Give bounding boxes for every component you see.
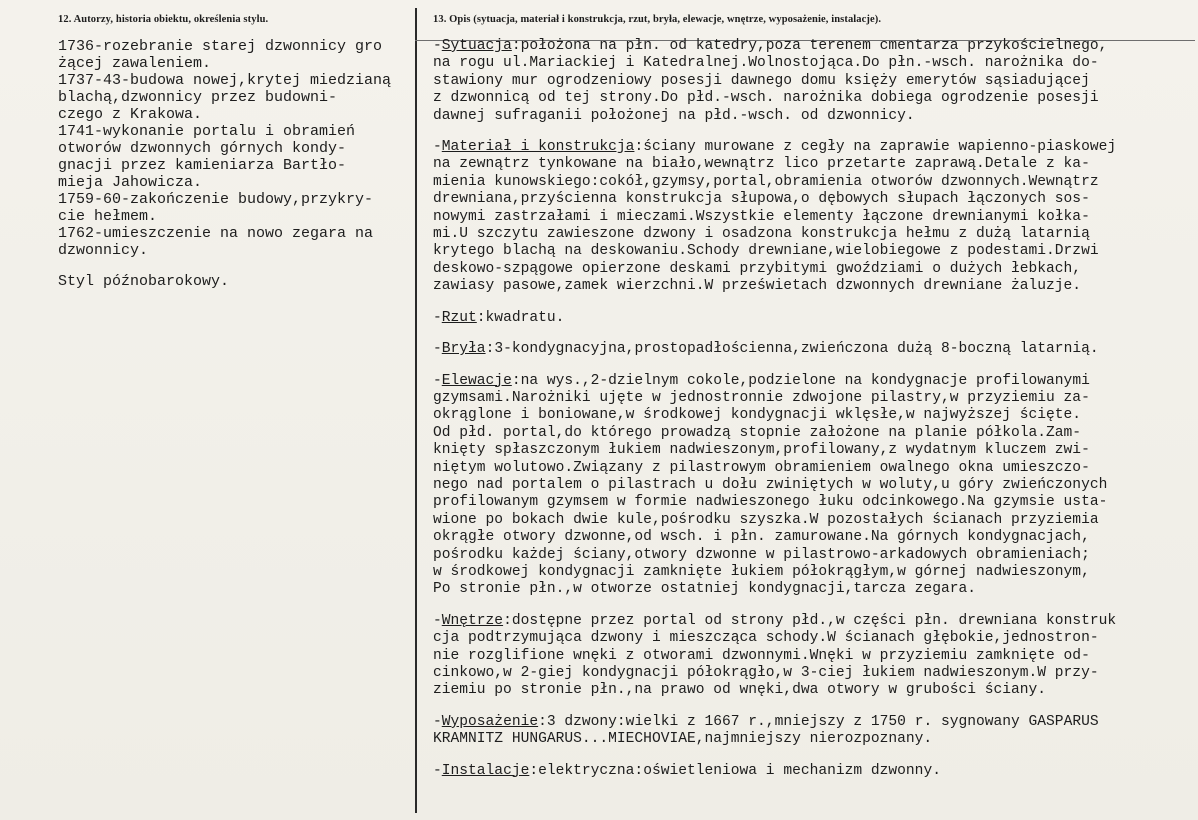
section-dash: - <box>433 38 442 54</box>
section-label: Wnętrze <box>441 612 504 629</box>
section-6 <box>433 613 1193 700</box>
section-line: nie rozglifione wnęki z otworami dzwonnymi.Wnęki w przyziemiu zamknięte od- <box>433 647 1090 664</box>
section-line: niętym wolutowo.Związany z pilastrowym obramieniem owalnego okna umieszczo- <box>433 459 1090 476</box>
section-line: profilowanym gzymsem w formie nadwieszonego łuku odcinkowego.Na gzymsie usta- <box>433 494 1108 511</box>
section-dash: - <box>433 372 442 389</box>
history-line: gnacji przez kamieniarza Bartło- <box>58 157 347 174</box>
section-label: Instalacje <box>441 762 530 779</box>
section-1 <box>433 38 1193 125</box>
section-dash: - <box>433 713 442 730</box>
column-divider <box>415 8 417 813</box>
section-dash: - <box>433 762 442 779</box>
section-8 <box>433 763 1193 780</box>
history-line: 1741-wykonanie portalu i obramień <box>58 123 356 140</box>
section-line <box>433 310 1193 327</box>
section-dash: - <box>433 139 442 156</box>
history-line: blachą,dzwonnicy przez budowni- <box>58 89 338 106</box>
section-line: mienia kunowskiego:cokół,gzymsy,portal,obramienia otworów dzwonnych.Wewnątrz <box>433 173 1099 190</box>
section-line: okrąglone i boniowane,w środkowej kondygnacji wklęsłe,w najwyższej ścięte. <box>433 407 1082 424</box>
description-header: 13. Opis (sytuacja, materiał i konstrukcja, rzut, bryła, elewacje, wnętrze, wyposażenie, instalacje). <box>433 14 882 25</box>
history-line: 1736-rozebranie starej dzwonnicy gro <box>58 38 383 55</box>
section-line: w środkowej kondygnacji zamknięte łukiem półokrągłym,w górnej nadwieszonym, <box>433 563 1090 580</box>
section-line: na rogu ul.Mariackiej i Katedralnej.Wolnostojąca.Do płn.-wsch. narożnika do- <box>433 55 1099 72</box>
section-dash: - <box>433 612 442 629</box>
history-line: czego z Krakowa. <box>58 106 203 123</box>
section-label: Bryła <box>441 341 486 358</box>
section-line: KRAMNITZ HUNGARUS...MIECHOVIAE,najmniejszy nierozpoznany. <box>433 731 933 748</box>
section-line: stawiony mur ogrodzeniowy posesji dawnego domu księży emerytów sąsiadującej <box>433 72 1090 89</box>
section-line: na zewnątrz tynkowane na biało,wewnątrz lico przetarte zaprawą.Detale z ka- <box>433 156 1090 173</box>
history-header: 12. Autorzy, historia obiektu, określenia stylu. <box>58 14 269 25</box>
section-line: cja podtrzymująca dzwony i mieszcząca schody.W ścianach głębokie,jednostron- <box>433 630 1099 647</box>
section-line: ziemiu po stronie płn.,na prawo od wnęki,dwa otwory w grubości ściany. <box>433 682 1047 699</box>
section-line: drewniana,przyścienna konstrukcja słupowa,o dębowych słupach łączonych sos- <box>433 191 1090 208</box>
section-label: Wyposażenie <box>441 713 539 730</box>
description-column <box>433 14 1193 794</box>
section-line: z dzwonnicą od tej strony.Do płd.-wsch. narożnika dobiega ogrodzenie posesji <box>433 90 1099 107</box>
section-label: Rzut <box>441 309 477 326</box>
section-line: mi.U szczytu zawieszone dzwony i osadzona konstrukcja hełmu z dużą latarnią <box>433 226 1090 243</box>
section-text: :położona na płn. od katedry,poza terenem cmentarza przykościelnego, <box>511 38 1108 54</box>
section-line <box>433 613 1193 630</box>
section-text: :kwadratu. <box>476 309 565 326</box>
section-text: :3 dzwony:wielki z 1667 r.,mniejszy z 1750 r. sygnowany GASPARUS <box>538 713 1099 730</box>
history-line: otworów dzwonnych górnych kondy- <box>58 140 347 157</box>
section-4 <box>433 341 1193 358</box>
section-line <box>433 38 1193 55</box>
section-line: nowymi zastrzałami i mieczami.Wszystkie elementy łączone drewnianymi kołka- <box>433 208 1090 225</box>
section-line <box>433 139 1193 156</box>
section-text: :dostępne przez portal od strony płd.,w części płn. drewniana konstruk <box>503 612 1117 629</box>
section-line: gzymsami.Narożniki ujęte w jednostronnie zdwojone pilastry,w przyziemiu za- <box>433 389 1090 406</box>
section-line: wione po bokach dwie kule,pośrodku szyszka.W pozostałych ścianach przyziemia <box>433 511 1099 528</box>
section-text: :na wys.,2-dzielnym cokole,podzielone na kondygnacje profilowanymi <box>511 372 1090 389</box>
history-column <box>58 14 410 290</box>
section-line <box>433 714 1193 731</box>
section-line: Od płd. portal,do którego prowadzą stopnie założone na planie półkola.Zam- <box>433 424 1082 441</box>
section-line: deskowo-szpągowe opierzone deskami przybitymi gwoździami o dużych łebkach, <box>433 260 1082 277</box>
section-7 <box>433 714 1193 749</box>
section-line: okrągłe otwory dzwonne,od wsch. i płn. zamurowane.Na górnych kondygnacjach, <box>433 529 1090 546</box>
section-3 <box>433 310 1193 327</box>
section-line: cinkowo,w 2-giej kondygnacji półokrągło,w 3-ciej łukiem nadwieszonym.W przy- <box>433 665 1099 681</box>
description-sections <box>433 38 1193 780</box>
section-text: :ściany murowane z cegły na zaprawie wapienno-piaskowej <box>634 139 1117 156</box>
section-5 <box>433 373 1193 599</box>
section-line: knięty spłaszczonym łukiem nadwieszonym,profilowany,z wydatnym kluczem zwi- <box>433 442 1090 459</box>
section-line: pośrodku każdej ściany,otwory dzwonne w pilastrowo-arkadowych obramieniach; <box>433 546 1090 563</box>
section-line <box>433 341 1193 358</box>
section-text: :3-kondygnacyjna,prostopadłościenna,zwieńczona dużą 8-boczną latarnią. <box>485 341 1099 358</box>
section-line: zawiasy pasowe,zamek wierzchni.W prześwietach dzwonnych drewniane żaluzje. <box>433 278 1082 295</box>
section-line <box>433 763 1193 780</box>
history-entries <box>58 38 410 290</box>
section-dash: - <box>433 341 442 358</box>
history-line: 1759-60-zakończenie budowy,przykry- <box>58 191 374 208</box>
history-line: żącej zawaleniem. <box>58 55 212 72</box>
history-line: 1762-umieszczenie na nowo zegara na <box>58 225 374 242</box>
section-2 <box>433 139 1193 296</box>
history-line: 1737-43-budowa nowej,krytej miedzianą <box>58 72 392 89</box>
style-line: Styl późnobarokowy. <box>58 273 230 290</box>
history-line: cie hełmem. <box>58 208 158 225</box>
section-line: dawnej sufraganii położonej na płd.-wsch. od dzwonnicy. <box>433 107 915 124</box>
section-label: Materiał i konstrukcja <box>441 139 635 156</box>
section-text: :elektryczna:oświetleniowa i mechanizm dzwonny. <box>529 762 941 779</box>
section-line: Po stronie płn.,w otworze ostatniej kondygnacji,tarcza zegara. <box>433 581 976 598</box>
section-line: krytego blachą na deskowaniu.Schody drewniane,wielobiegowe z podestami.Drzwi <box>433 243 1099 260</box>
section-line: nego nad portalem o pilastrach u dołu zwiniętych w woluty,u góry zwieńczonych <box>433 476 1108 493</box>
section-label: Sytuacja <box>441 38 512 54</box>
history-line: mieja Jahowicza. <box>58 174 203 191</box>
section-dash: - <box>433 309 442 326</box>
history-line: dzwonnicy. <box>58 242 149 259</box>
section-line <box>433 373 1193 390</box>
section-label: Elewacje <box>441 372 512 389</box>
